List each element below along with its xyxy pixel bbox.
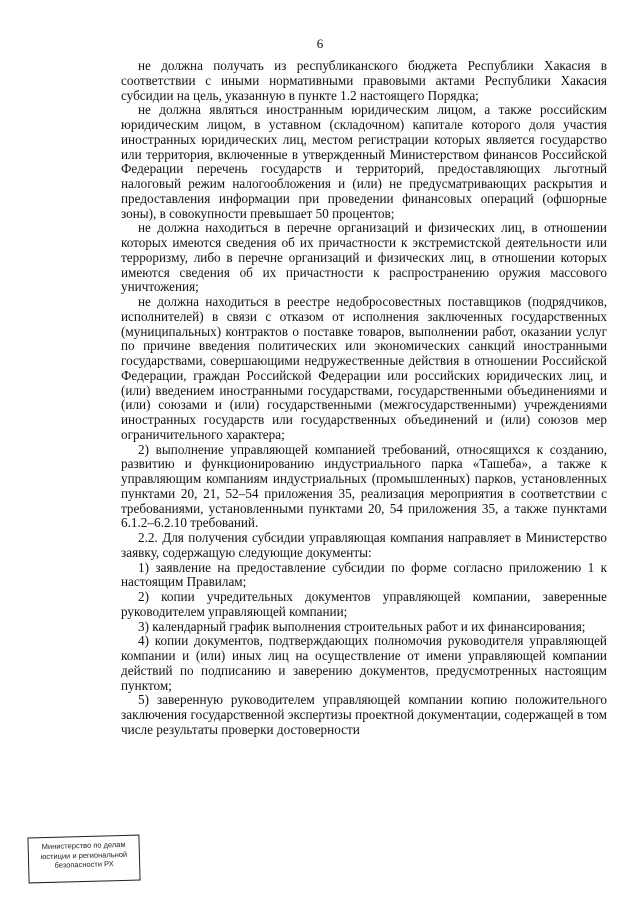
stamp-line-3: безопасности РХ xyxy=(54,859,114,870)
paragraph-foreign-entity: не должна являться иностранным юридическим лицом, а также российским юридическим лицом, в уставном (складочном) капитале которого доля участия иностранных юридических лиц, местом регистрации которых является государство или территория, включенные в утвержденный Министерством финансов Российской Федерации перечень государств и территорий, предоставляющих льготный налоговый режим налогообложения и (или) не предусматривающих раскрытия и предоставления информации при проведении финансовых операций (офшорные зоны), в совокупности превышает 50 процентов; xyxy=(121,102,607,221)
paragraph-requirement-2: 2) выполнение управляющей компанией требований, относящихся к созданию, развитию и функционированию индустриального парка «Ташеба», а также к управляющим компаниям индустриальных (промышленных) парков, установленных пунктами 20, 21, 52–54 приложения 35, реализация мероприятия в соответствии с требованиями, установленными пунктами 20, 54 приложения 35, а также пунктами 6.1.2–6.2.10 требований. xyxy=(121,441,607,531)
list-item-5: 5) заверенную руководителем управляющей компании копию положительного заключения государственной экспертизы проектной документации, содержащей в том числе результаты проверки достоверности xyxy=(121,692,607,737)
list-item-1: 1) заявление на предоставление субсидии по форме согласно приложению 1 к настоящим Правилам; xyxy=(121,559,607,590)
stamp-line-2: юстиции и региональной xyxy=(40,849,128,861)
paragraph-extremism-list: не должна находиться в перечне организаций и физических лиц, в отношении которых имеются сведения об их причастности к экстремистской деятельности или терроризму, либо в перечне организаций и физических лиц, в отношении которых имеются сведения об их причастности к распространению оружия массового уничтожения; xyxy=(121,220,607,295)
paragraph-section-2-2: 2.2. Для получения субсидии управляющая компания направляет в Министерство заявку, содержащую следующие документы: xyxy=(121,530,607,560)
page-number: 6 xyxy=(316,36,324,51)
stamp-line-1: Министерство по делам xyxy=(41,839,126,852)
ministry-stamp xyxy=(27,835,140,884)
paragraph-unreliable-suppliers: не должна находиться в реестре недобросовестных поставщиков (подрядчиков, исполнителей) в связи с отказом от исполнения заключенных государственных (муниципальных) контрактов о поставке товаров, выполнении работ, оказании услуг по причине введения политических или экономических санкций иностранными государствами, совершающими недружественные действия в отношении Российской Федерации, граждан Российской Федерации или российских юридических лиц, и (или) введением иностранными государствами, государственными объединениями и (или) союзами и (или) государственными (межгосударственными) учреждениями иностранных государств или государственных объединений и (или) союзов мер ограничительного характера; xyxy=(121,294,607,442)
list-item-2: 2) копии учредительных документов управляющей компании, заверенные руководителем управляющей компании; xyxy=(121,589,607,619)
paragraph-budget-subsidy: не должна получать из республиканского бюджета Республики Хакасия в соответствии с иными нормативными правовыми актами Республики Хакасия субсидии на цель, указанную в пункте 1.2 настоящего Порядка; xyxy=(121,58,607,103)
document-body xyxy=(121,59,607,738)
list-item-3: 3) календарный график выполнения строительных работ и их финансирования; xyxy=(138,618,586,634)
list-item-4: 4) копии документов, подтверждающих полномочия руководителя управляющей компании и (или) иных лиц на осуществление от имени управляющей компании действий по подписанию и заверению документов, предусмотренных настоящим пунктом; xyxy=(121,633,607,693)
